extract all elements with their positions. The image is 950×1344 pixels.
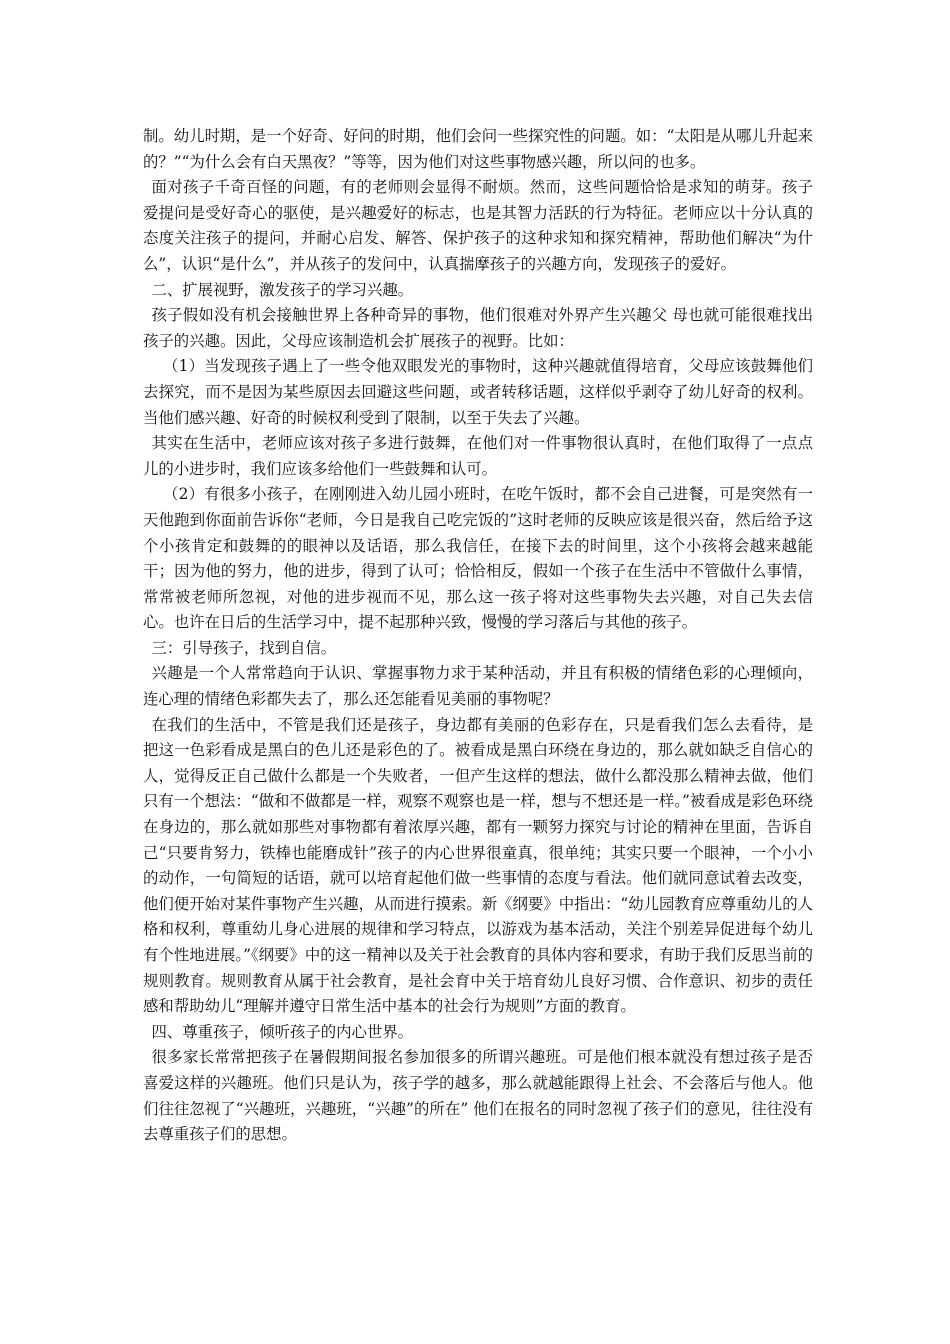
paragraph: 在我们的生活中，不管是我们还是孩子，身边都有美丽的色彩存在，只是看我们怎么去看待，是把这一色彩看成是黑白的色儿还是彩色的了。被看成是黑白环绕在身边的，那么就如缺乏自信心的人，觉得反正自己做什么都是一个失败者，一但产生这样的想法，做什么都没那么精神去做，他们只有一个想法：“做和不做都是一样，观察不观察也是一样，想与不想还是一样。”被看成是彩色环绕在身边的，那么就如那些对事物都有着浓厚兴趣，都有一颗努力探究与讨论的精神在里面，告诉自己“只要肯努力，铁棒也能磨成针”孩子的内心世界很童真，很单纯；其实只要一个眼神，一个小小的动作，一句简短的话语，就可以培育起他们做一些事情的态度与看法。他们就同意试着去改变，他们便开始对某件事物产生兴趣，从而进行摸索。新《纲要》中指出：“幼儿园教育应尊重幼儿的人格和权利，尊重幼儿身心进展的规律和学习特点，以游戏为基本活动，关注个别差异促进每个幼儿有个性地进展。”《纲要》中的这一精神以及关于社会教育的具体内容和要求，有助于我们反思当前的规则教育。规则教育从属于社会教育，是社会育中关于培育幼儿良好习惯、合作意识、初步的责任感和帮助幼儿“理解并遵守日常生活中基本的社会行为规则”方面的教育。 — [143, 715, 813, 1016]
paragraph: 制。幼儿时期，是一个好奇、好问的时期，他们会问一些探究性的问题。如：“太阳是从哪儿升起来的？”“为什么会有白天黑夜？”等等，因为他们对这些事物感兴趣，所以问的也多。 — [143, 127, 813, 171]
section-heading: 二、扩展视野，激发孩子的学习兴趣。 — [151, 280, 414, 299]
paragraph: 面对孩子千奇百怪的问题，有的老师则会显得不耐烦。然而，这些问题恰恰是求知的萌芽。孩子爱提问是受好奇心的驱使，是兴趣爱好的标志，也是其智力活跃的行为特征。老师应以十分认真的态度关注孩子的提问，并耐心启发、解答、保护孩子的这种求知和探究精神，帮助他们解决“为什么”，认识“是什么”，并从孩子的发问中，认真揣摩孩子的兴趣方向，发现孩子的爱好。 — [143, 178, 813, 273]
paragraph: （1）当发现孩子遇上了一些令他双眼发光的事物时，这种兴趣就值得培育，父母应该鼓舞他们去探究，而不是因为某些原因去回避这些问题，或者转移话题，这样似乎剥夺了幼儿好奇的权利。当他们感兴趣、好奇的时候权利受到了限制，以至于失去了兴趣。 — [143, 357, 813, 427]
paragraph: 很多家长常常把孩子在暑假期间报名参加很多的所谓兴趣班。可是他们根本就没有想过孩子是否喜爱这样的兴趣班。他们只是认为，孩子学的越多，那么就越能跟得上社会、不会落后与他人。他们往往忽视了“兴趣班，兴趣班，“兴趣”的所在” 他们在报名的同时忽视了孩子们的意见，往往没有去尊重孩子们的思想。 — [143, 1048, 813, 1144]
paragraph: 兴趣是一个人常常趋向于认识、掌握事物力求于某种活动，并且有积极的情绪色彩的心理倾向，连心理的情绪色彩都失去了，那么还怎能看见美丽的事物呢？ — [143, 664, 813, 709]
paragraph: 其实在生活中，老师应该对孩子多进行鼓舞，在他们对一件事物很认真时，在他们取得了一点点儿的小进步时，我们应该多给他们一些鼓舞和认可。 — [143, 434, 813, 478]
section-heading: 三：引导孩子，找到自信。 — [151, 638, 337, 657]
document-body — [143, 124, 813, 1148]
section-heading: 四、尊重孩子，倾听孩子的内心世界。 — [151, 1022, 414, 1041]
paragraph: 孩子假如没有机会接触世界上各种奇异的事物，他们很难对外界产生兴趣父 母也就可能很难找出孩子的兴趣。因此，父母应该制造机会扩展孩子的视野。比如： — [143, 306, 813, 350]
paragraph: （2）有很多小孩子，在刚刚进入幼儿园小班时，在吃午饭时，都不会自己进餐，可是突然有一天他跑到你面前告诉你“老师，今日是我自己吃完饭的”这时老师的反映应该是很兴奋，然后给予这个小孩肯定和鼓舞的的眼神以及话语，那么我信任，在接下去的时间里，这个小孩将会越来越能干；因为他的努力，他的进步，得到了认可；恰恰相反，假如一个孩子在生活中不管做什么事情，常常被老师所忽视，对他的进步视而不见，那么这一孩子将对这些事物失去兴趣，对自己失去信心。也许在日后的生活学习中，提不起那种兴致，慢慢的学习落后与其他的孩子。 — [143, 485, 813, 632]
